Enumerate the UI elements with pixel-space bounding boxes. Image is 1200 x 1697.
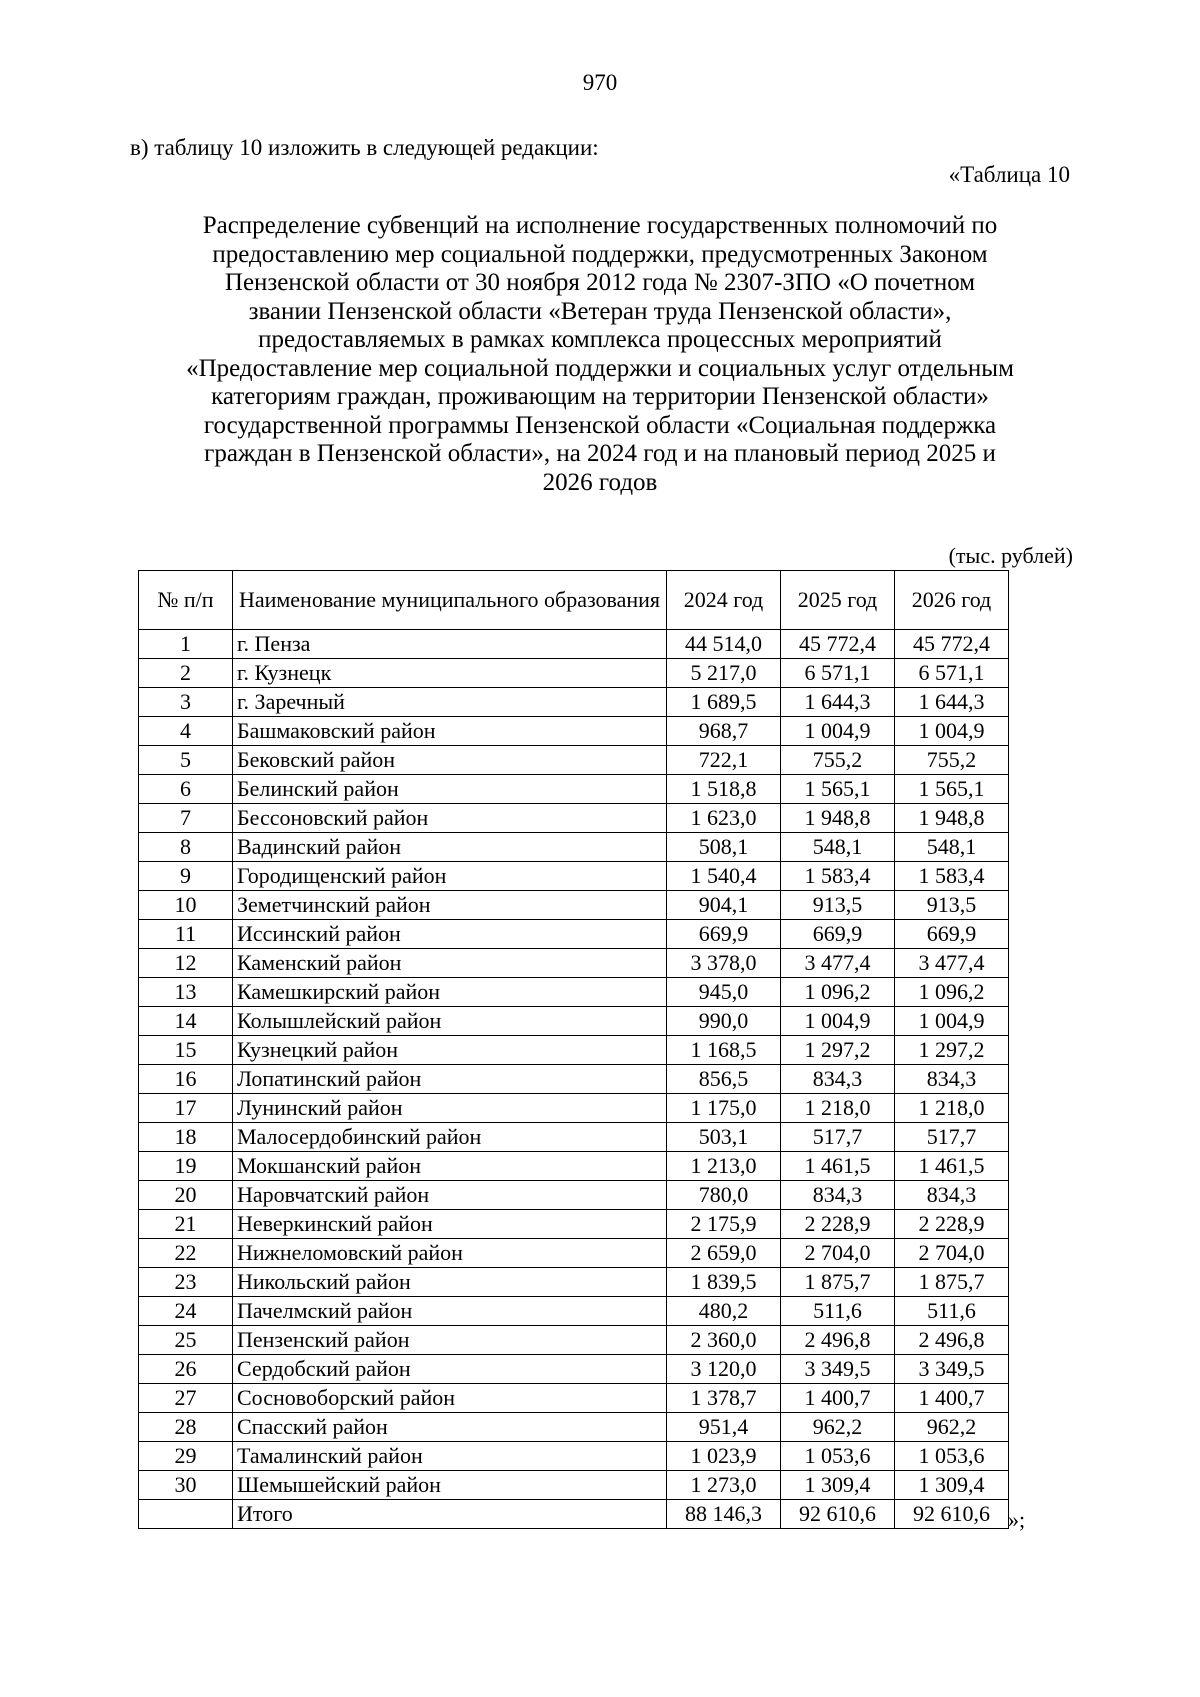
table-row bbox=[139, 804, 1009, 833]
row-number bbox=[139, 1500, 233, 1529]
document-title bbox=[110, 212, 1090, 497]
table-row bbox=[139, 1268, 1009, 1297]
table-row bbox=[139, 659, 1009, 688]
value-2024: 88 146,3 bbox=[667, 1500, 781, 1529]
value-2024: 2 175,9 bbox=[667, 1210, 781, 1239]
municipality-name: Пензенский район bbox=[233, 1326, 667, 1355]
value-2025: 1 400,7 bbox=[781, 1384, 895, 1413]
value-2025: 2 228,9 bbox=[781, 1210, 895, 1239]
municipality-name: Башмаковский район bbox=[233, 717, 667, 746]
value-2026: 6 571,1 bbox=[895, 659, 1009, 688]
value-2026: 2 704,0 bbox=[895, 1239, 1009, 1268]
value-2025: 92 610,6 bbox=[781, 1500, 895, 1529]
row-number: 5 bbox=[139, 746, 233, 775]
value-2025: 1 948,8 bbox=[781, 804, 895, 833]
value-2024: 1 378,7 bbox=[667, 1384, 781, 1413]
value-2026: 1 400,7 bbox=[895, 1384, 1009, 1413]
value-2026: 1 948,8 bbox=[895, 804, 1009, 833]
row-number: 24 bbox=[139, 1297, 233, 1326]
row-number: 21 bbox=[139, 1210, 233, 1239]
table-row bbox=[139, 1355, 1009, 1384]
value-2024: 945,0 bbox=[667, 978, 781, 1007]
table-row bbox=[139, 1123, 1009, 1152]
value-2026: 669,9 bbox=[895, 920, 1009, 949]
table-row bbox=[139, 1007, 1009, 1036]
table-row bbox=[139, 833, 1009, 862]
row-number: 22 bbox=[139, 1239, 233, 1268]
value-2024: 3 378,0 bbox=[667, 949, 781, 978]
value-2026: 913,5 bbox=[895, 891, 1009, 920]
value-2025: 1 053,6 bbox=[781, 1442, 895, 1471]
value-2025: 755,2 bbox=[781, 746, 895, 775]
title-line: 2026 годов bbox=[542, 468, 658, 496]
header-number: № п/п bbox=[139, 571, 233, 630]
value-2026: 1 461,5 bbox=[895, 1152, 1009, 1181]
header-2024: 2024 год bbox=[667, 571, 781, 630]
value-2026: 511,6 bbox=[895, 1297, 1009, 1326]
table-row bbox=[139, 862, 1009, 891]
value-2024: 1 540,4 bbox=[667, 862, 781, 891]
value-2025: 1 644,3 bbox=[781, 688, 895, 717]
row-number: 1 bbox=[139, 630, 233, 659]
value-2024: 1 168,5 bbox=[667, 1036, 781, 1065]
page-number: 970 bbox=[582, 70, 618, 95]
row-number: 25 bbox=[139, 1326, 233, 1355]
value-2024: 1 023,9 bbox=[667, 1442, 781, 1471]
row-number: 7 bbox=[139, 804, 233, 833]
row-number: 27 bbox=[139, 1384, 233, 1413]
value-2026: 45 772,4 bbox=[895, 630, 1009, 659]
table-row bbox=[139, 1471, 1009, 1500]
value-2025: 3 477,4 bbox=[781, 949, 895, 978]
row-number: 15 bbox=[139, 1036, 233, 1065]
municipality-name: Каменский район bbox=[233, 949, 667, 978]
value-2026: 1 565,1 bbox=[895, 775, 1009, 804]
municipality-name: Мокшанский район bbox=[233, 1152, 667, 1181]
title-line: Пензенской области от 30 ноября 2012 года № 2307-ЗПО «О почетном bbox=[224, 269, 976, 296]
value-2025: 1 004,9 bbox=[781, 717, 895, 746]
value-2024: 44 514,0 bbox=[667, 630, 781, 659]
value-2024: 480,2 bbox=[667, 1297, 781, 1326]
value-2025: 45 772,4 bbox=[781, 630, 895, 659]
header-2025: 2025 год bbox=[781, 571, 895, 630]
value-2024: 856,5 bbox=[667, 1065, 781, 1094]
header-2026: 2026 год bbox=[895, 571, 1009, 630]
table-header-row bbox=[139, 571, 1009, 630]
value-2026: 1 644,3 bbox=[895, 688, 1009, 717]
row-number: 17 bbox=[139, 1094, 233, 1123]
value-2025: 1 583,4 bbox=[781, 862, 895, 891]
table-row bbox=[139, 775, 1009, 804]
row-number: 20 bbox=[139, 1181, 233, 1210]
value-2025: 3 349,5 bbox=[781, 1355, 895, 1384]
table-row bbox=[139, 746, 1009, 775]
table-row bbox=[139, 949, 1009, 978]
total-row bbox=[139, 1500, 1009, 1529]
table-row bbox=[139, 1297, 1009, 1326]
municipality-name: Колышлейский район bbox=[233, 1007, 667, 1036]
municipality-name: Сердобский район bbox=[233, 1355, 667, 1384]
value-2026: 1 218,0 bbox=[895, 1094, 1009, 1123]
table-row bbox=[139, 920, 1009, 949]
table-row bbox=[139, 1442, 1009, 1471]
value-2026: 1 583,4 bbox=[895, 862, 1009, 891]
table-row bbox=[139, 1413, 1009, 1442]
value-2024: 722,1 bbox=[667, 746, 781, 775]
value-2024: 780,0 bbox=[667, 1181, 781, 1210]
table-row bbox=[139, 891, 1009, 920]
value-2026: 2 496,8 bbox=[895, 1326, 1009, 1355]
row-number: 12 bbox=[139, 949, 233, 978]
table-row bbox=[139, 1152, 1009, 1181]
row-number: 29 bbox=[139, 1442, 233, 1471]
municipality-name: Малосердобинский район bbox=[233, 1123, 667, 1152]
row-number: 14 bbox=[139, 1007, 233, 1036]
row-number: 16 bbox=[139, 1065, 233, 1094]
municipality-name: г. Пенза bbox=[233, 630, 667, 659]
municipality-name: г. Кузнецк bbox=[233, 659, 667, 688]
value-2025: 2 496,8 bbox=[781, 1326, 895, 1355]
table-row bbox=[139, 717, 1009, 746]
row-number: 26 bbox=[139, 1355, 233, 1384]
table-row bbox=[139, 630, 1009, 659]
value-2024: 2 659,0 bbox=[667, 1239, 781, 1268]
value-2024: 669,9 bbox=[667, 920, 781, 949]
value-2025: 834,3 bbox=[781, 1181, 895, 1210]
row-number: 6 bbox=[139, 775, 233, 804]
title-line: «Предоставление мер социальной поддержки и социальных услуг отдельным bbox=[186, 354, 1014, 382]
units-label: (тыс. рублей) bbox=[948, 543, 1073, 568]
value-2025: 1 461,5 bbox=[781, 1152, 895, 1181]
municipality-name: Нижнеломовский район bbox=[233, 1239, 667, 1268]
row-number: 13 bbox=[139, 978, 233, 1007]
value-2026: 1 297,2 bbox=[895, 1036, 1009, 1065]
value-2024: 1 689,5 bbox=[667, 688, 781, 717]
table-row bbox=[139, 1326, 1009, 1355]
value-2025: 548,1 bbox=[781, 833, 895, 862]
value-2025: 1 218,0 bbox=[781, 1094, 895, 1123]
value-2026: 962,2 bbox=[895, 1413, 1009, 1442]
row-number: 10 bbox=[139, 891, 233, 920]
row-number: 11 bbox=[139, 920, 233, 949]
municipality-name: Вадинский район bbox=[233, 833, 667, 862]
value-2026: 1 053,6 bbox=[895, 1442, 1009, 1471]
municipality-name: Городищенский район bbox=[233, 862, 667, 891]
value-2024: 968,7 bbox=[667, 717, 781, 746]
municipality-name: Лопатинский район bbox=[233, 1065, 667, 1094]
value-2026: 1 004,9 bbox=[895, 717, 1009, 746]
value-2025: 962,2 bbox=[781, 1413, 895, 1442]
table-row bbox=[139, 1065, 1009, 1094]
municipality-name: Шемышейский район bbox=[233, 1471, 667, 1500]
municipality-name: Никольский район bbox=[233, 1268, 667, 1297]
value-2024: 503,1 bbox=[667, 1123, 781, 1152]
title-line: предоставлению мер социальной поддержки, предусмотренных Законом bbox=[212, 240, 988, 268]
municipality-name: Наровчатский район bbox=[233, 1181, 667, 1210]
value-2025: 1 309,4 bbox=[781, 1471, 895, 1500]
value-2024: 990,0 bbox=[667, 1007, 781, 1036]
value-2024: 1 518,8 bbox=[667, 775, 781, 804]
table-reference: «Таблица 10 bbox=[948, 162, 1070, 187]
title-line: звании Пензенской области «Ветеран труда Пензенской области», bbox=[248, 297, 952, 325]
row-number: 2 bbox=[139, 659, 233, 688]
value-2024: 508,1 bbox=[667, 833, 781, 862]
municipality-name: Иссинский район bbox=[233, 920, 667, 949]
table-row bbox=[139, 978, 1009, 1007]
municipality-name: Земетчинский район bbox=[233, 891, 667, 920]
table-row bbox=[139, 1239, 1009, 1268]
value-2025: 1 565,1 bbox=[781, 775, 895, 804]
municipality-name: Кузнецкий район bbox=[233, 1036, 667, 1065]
table-row bbox=[139, 1181, 1009, 1210]
value-2024: 2 360,0 bbox=[667, 1326, 781, 1355]
municipality-name: Лунинский район bbox=[233, 1094, 667, 1123]
municipality-name: Белинский район bbox=[233, 775, 667, 804]
value-2024: 1 273,0 bbox=[667, 1471, 781, 1500]
value-2026: 834,3 bbox=[895, 1181, 1009, 1210]
title-line: граждан в Пензенской области», на 2024 год и на плановый период 2025 и bbox=[204, 440, 996, 467]
value-2026: 1 096,2 bbox=[895, 978, 1009, 1007]
header-municipality: Наименование муниципального образования bbox=[233, 571, 667, 630]
value-2026: 1 875,7 bbox=[895, 1268, 1009, 1297]
row-number: 23 bbox=[139, 1268, 233, 1297]
table-row bbox=[139, 1384, 1009, 1413]
municipality-name: Камешкирский район bbox=[233, 978, 667, 1007]
title-line: предоставляемых в рамках комплекса процессных мероприятий bbox=[258, 326, 942, 353]
value-2025: 913,5 bbox=[781, 891, 895, 920]
municipality-name: Неверкинский район bbox=[233, 1210, 667, 1239]
row-number: 9 bbox=[139, 862, 233, 891]
value-2025: 1 096,2 bbox=[781, 978, 895, 1007]
value-2026: 755,2 bbox=[895, 746, 1009, 775]
value-2026: 548,1 bbox=[895, 833, 1009, 862]
value-2024: 904,1 bbox=[667, 891, 781, 920]
closing-quote: »; bbox=[1008, 1507, 1026, 1532]
value-2025: 1 004,9 bbox=[781, 1007, 895, 1036]
value-2025: 1 297,2 bbox=[781, 1036, 895, 1065]
municipality-name: Итого bbox=[233, 1500, 667, 1529]
value-2024: 1 175,0 bbox=[667, 1094, 781, 1123]
municipality-name: Бековский район bbox=[233, 746, 667, 775]
value-2025: 669,9 bbox=[781, 920, 895, 949]
municipality-name: г. Заречный bbox=[233, 688, 667, 717]
row-number: 3 bbox=[139, 688, 233, 717]
title-line: Распределение субвенций на исполнение государственных полномочий по bbox=[202, 212, 998, 239]
value-2026: 3 349,5 bbox=[895, 1355, 1009, 1384]
municipality-name: Пачелмский район bbox=[233, 1297, 667, 1326]
value-2025: 6 571,1 bbox=[781, 659, 895, 688]
value-2026: 2 228,9 bbox=[895, 1210, 1009, 1239]
table-row bbox=[139, 1210, 1009, 1239]
value-2024: 1 213,0 bbox=[667, 1152, 781, 1181]
row-number: 28 bbox=[139, 1413, 233, 1442]
value-2025: 2 704,0 bbox=[781, 1239, 895, 1268]
value-2024: 951,4 bbox=[667, 1413, 781, 1442]
table-row bbox=[139, 688, 1009, 717]
municipality-name: Спасский район bbox=[233, 1413, 667, 1442]
row-number: 19 bbox=[139, 1152, 233, 1181]
row-number: 8 bbox=[139, 833, 233, 862]
municipality-name: Сосновоборский район bbox=[233, 1384, 667, 1413]
value-2025: 1 875,7 bbox=[781, 1268, 895, 1297]
value-2026: 1 309,4 bbox=[895, 1471, 1009, 1500]
value-2024: 5 217,0 bbox=[667, 659, 781, 688]
value-2025: 511,6 bbox=[781, 1297, 895, 1326]
table-row bbox=[139, 1036, 1009, 1065]
intro-text: в) таблицу 10 изложить в следующей редакции: bbox=[130, 135, 599, 160]
value-2025: 517,7 bbox=[781, 1123, 895, 1152]
municipality-name: Бессоновский район bbox=[233, 804, 667, 833]
value-2024: 1 839,5 bbox=[667, 1268, 781, 1297]
value-2026: 92 610,6 bbox=[895, 1500, 1009, 1529]
value-2026: 517,7 bbox=[895, 1123, 1009, 1152]
row-number: 18 bbox=[139, 1123, 233, 1152]
value-2024: 1 623,0 bbox=[667, 804, 781, 833]
value-2026: 3 477,4 bbox=[895, 949, 1009, 978]
row-number: 30 bbox=[139, 1471, 233, 1500]
subvention-table bbox=[138, 570, 1009, 1529]
value-2026: 1 004,9 bbox=[895, 1007, 1009, 1036]
table-row bbox=[139, 1094, 1009, 1123]
title-line: категориям граждан, проживающим на территории Пензенской области» bbox=[211, 383, 989, 410]
municipality-name: Тамалинский район bbox=[233, 1442, 667, 1471]
title-line: государственной программы Пензенской области «Социальная поддержка bbox=[203, 411, 997, 439]
row-number: 4 bbox=[139, 717, 233, 746]
table-body bbox=[139, 630, 1009, 1529]
value-2025: 834,3 bbox=[781, 1065, 895, 1094]
value-2026: 834,3 bbox=[895, 1065, 1009, 1094]
value-2024: 3 120,0 bbox=[667, 1355, 781, 1384]
